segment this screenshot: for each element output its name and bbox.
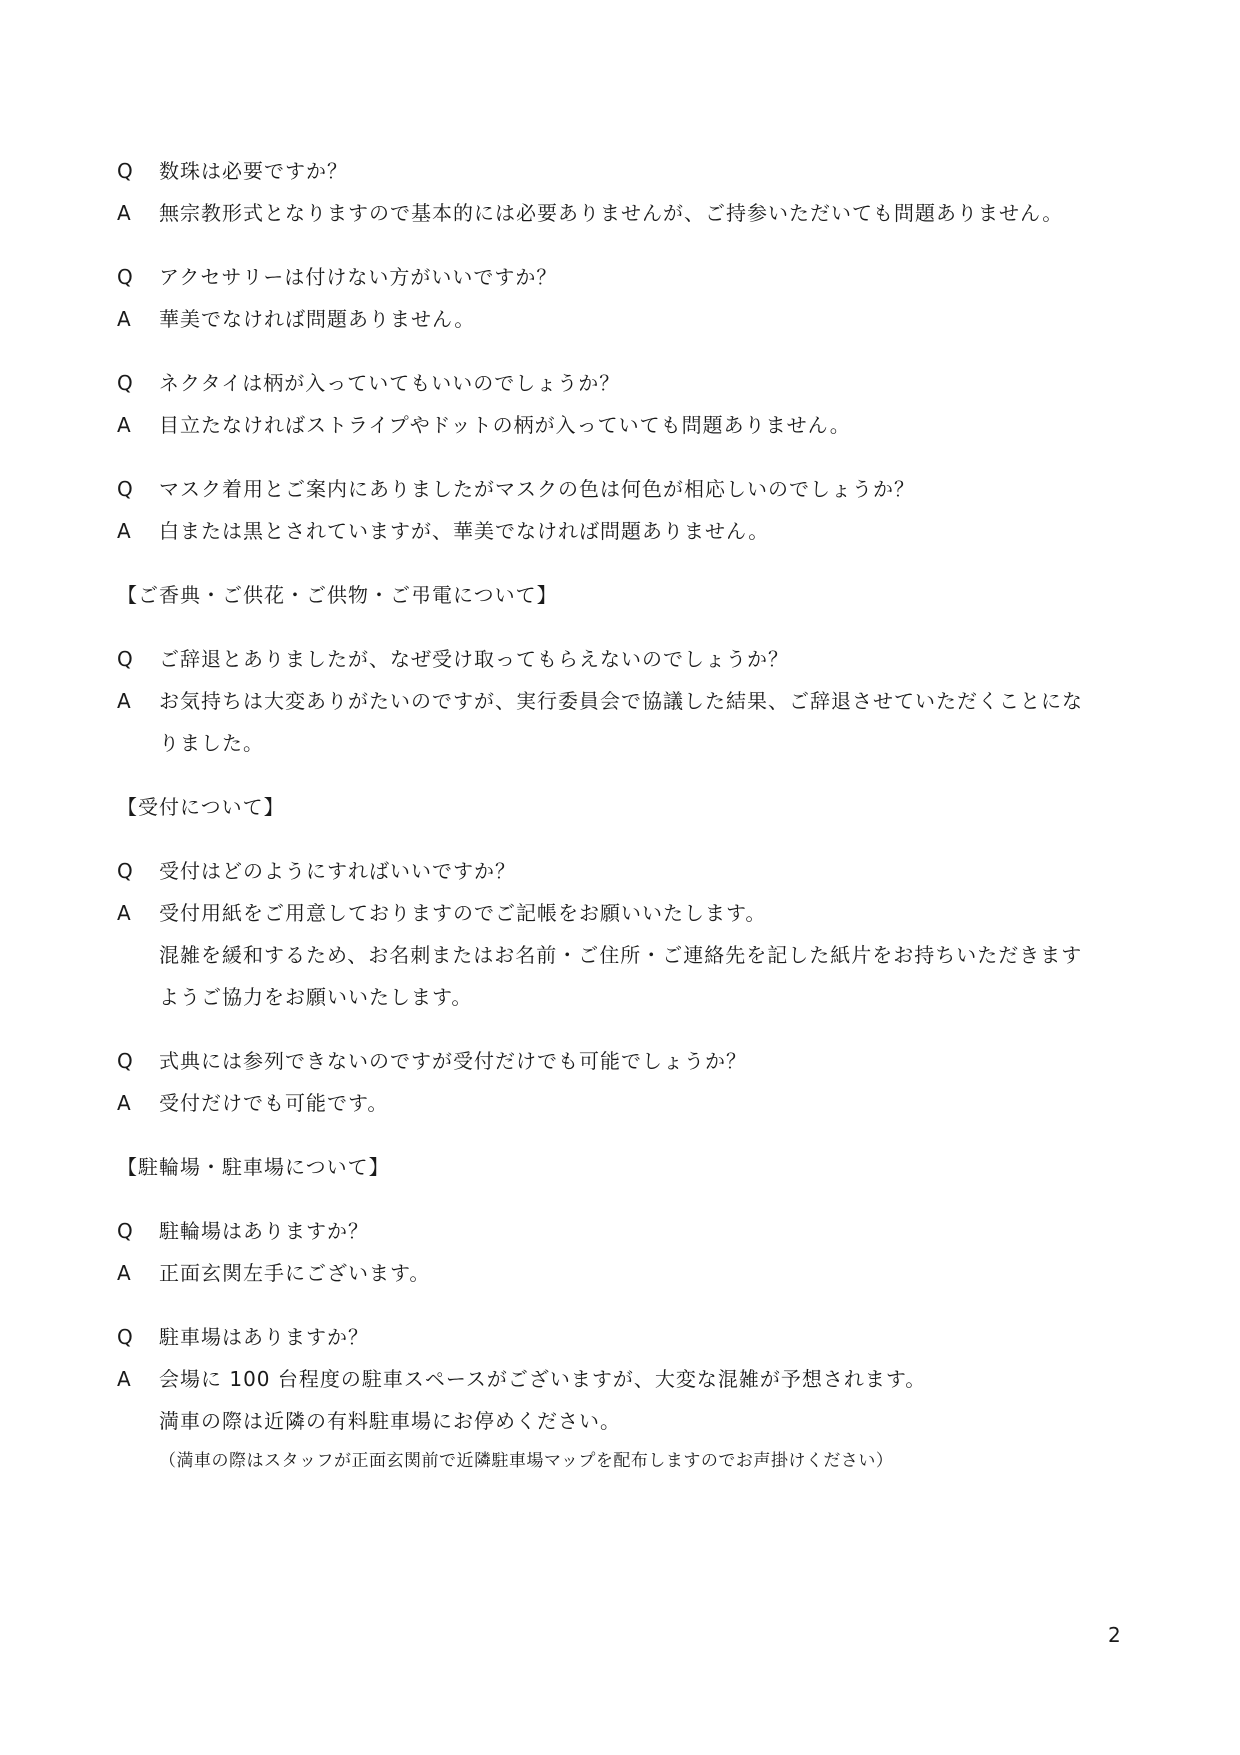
- answer-row: [117, 1082, 1137, 1124]
- answer-text: [159, 892, 1137, 1018]
- question-label: Q: [117, 159, 134, 183]
- answer-label: A: [117, 201, 132, 225]
- answer-row: [117, 192, 1137, 234]
- question-line: ご辞退とありましたが、なぜ受け取ってもらえないのでしょうか？: [159, 647, 789, 671]
- page-number: 2: [1108, 1623, 1121, 1647]
- question-text: [159, 1040, 1137, 1082]
- answer-line: 会場に 100 台程度の駐車スペースがございますが、大変な混雑が予想されます。: [159, 1367, 927, 1391]
- answer-label: A: [117, 901, 132, 925]
- answer-row: [117, 404, 1137, 446]
- answer-label: A: [117, 1367, 132, 1391]
- answer-row: [117, 298, 1137, 340]
- question-line: 式典には参列できないのですが受付だけでも可能でしょうか？: [159, 1049, 747, 1073]
- answer-line: 無宗教形式となりますので基本的には必要ありませんが、ご持参いただいても問題ありません。: [159, 201, 1064, 225]
- question-line: 駐車場はありますか？: [159, 1325, 369, 1349]
- answer-label: A: [117, 689, 132, 713]
- question-label: Q: [117, 477, 134, 501]
- question-line: 数珠は必要ですか？: [159, 159, 348, 183]
- question-line: 駐輪場はありますか？: [159, 1219, 369, 1243]
- answer-line: りました。: [159, 731, 264, 755]
- question-label: Q: [117, 1325, 134, 1349]
- answer-row: [117, 892, 1137, 1018]
- answer-line: 目立たなければストライプやドットの柄が入っていても問題ありません。: [159, 413, 851, 437]
- question-text: [159, 850, 1137, 892]
- section-heading: 【駐輪場・駐車場について】: [117, 1155, 390, 1179]
- qa-item: [117, 362, 1137, 446]
- question-row: [117, 1210, 1137, 1252]
- question-text: [159, 1210, 1137, 1252]
- answer-label: A: [117, 519, 132, 543]
- answer-label: A: [117, 413, 132, 437]
- answer-row: [117, 1358, 1137, 1480]
- question-row: [117, 150, 1137, 192]
- faq-content: [117, 150, 1137, 1502]
- answer-text: [159, 192, 1137, 234]
- answer-line: 受付だけでも可能です。: [159, 1091, 389, 1115]
- answer-line: 受付用紙をご用意しておりますのでご記帳をお願いいたします。: [159, 901, 767, 925]
- question-row: [117, 362, 1137, 404]
- question-line: 受付はどのようにすればいいですか？: [159, 859, 516, 883]
- answer-label: A: [117, 1261, 132, 1285]
- answer-row: [117, 1252, 1137, 1294]
- question-row: [117, 1040, 1137, 1082]
- answer-line: 混雑を緩和するため、お名刺またはお名前・ご住所・ご連絡先を記した紙片をお持ちいただきます: [159, 943, 1083, 967]
- section-heading: 【ご香典・ご供花・ご供物・ご弔電について】: [117, 583, 558, 607]
- answer-text: [159, 1252, 1137, 1294]
- question-text: [159, 362, 1137, 404]
- question-line: アクセサリーは付けない方がいいですか？: [159, 265, 558, 289]
- answer-label: A: [117, 307, 132, 331]
- qa-item: [117, 468, 1137, 552]
- answer-row: [117, 680, 1137, 764]
- answer-text: [159, 298, 1137, 340]
- question-label: Q: [117, 1049, 134, 1073]
- qa-item: [117, 256, 1137, 340]
- answer-text: [159, 1082, 1137, 1124]
- answer-line: 正面玄関左手にございます。: [159, 1261, 431, 1285]
- question-label: Q: [117, 1219, 134, 1243]
- answer-line: ようご協力をお願いいたします。: [159, 985, 473, 1009]
- question-text: [159, 1316, 1137, 1358]
- question-row: [117, 468, 1137, 510]
- question-row: [117, 256, 1137, 298]
- qa-item: [117, 638, 1137, 764]
- answer-line: 白または黒とされていますが、華美でなければ問題ありません。: [159, 519, 770, 543]
- question-label: Q: [117, 859, 134, 883]
- answer-text: [159, 510, 1137, 552]
- question-row: [117, 850, 1137, 892]
- question-row: [117, 1316, 1137, 1358]
- answer-note: （満車の際はスタッフが正面玄関前で近隣駐車場マップを配布しますのでお声掛けください）: [159, 1451, 894, 1471]
- question-text: [159, 150, 1137, 192]
- qa-item: [117, 1210, 1137, 1294]
- question-label: Q: [117, 371, 134, 395]
- qa-item: [117, 1316, 1137, 1480]
- qa-item: [117, 1040, 1137, 1124]
- answer-row: [117, 510, 1137, 552]
- answer-line: 満車の際は近隣の有料駐車場にお停めください。: [159, 1409, 621, 1433]
- question-label: Q: [117, 647, 134, 671]
- question-text: [159, 468, 1137, 510]
- question-text: [159, 638, 1137, 680]
- section-heading: 【受付について】: [117, 795, 285, 819]
- answer-line: 華美でなければ問題ありません。: [159, 307, 476, 331]
- answer-line: お気持ちは大変ありがたいのですが、実行委員会で協議した結果、ご辞退させていただくことにな: [159, 689, 1083, 713]
- question-label: Q: [117, 265, 134, 289]
- answer-text: [159, 404, 1137, 446]
- answer-label: A: [117, 1091, 132, 1115]
- qa-item: [117, 150, 1137, 234]
- question-line: マスク着用とご案内にありましたがマスクの色は何色が相応しいのでしょうか？: [159, 477, 915, 501]
- question-text: [159, 256, 1137, 298]
- qa-item: [117, 850, 1137, 1018]
- question-line: ネクタイは柄が入っていてもいいのでしょうか？: [159, 371, 621, 395]
- answer-text: [159, 680, 1137, 764]
- answer-text: [159, 1358, 1137, 1480]
- question-row: [117, 638, 1137, 680]
